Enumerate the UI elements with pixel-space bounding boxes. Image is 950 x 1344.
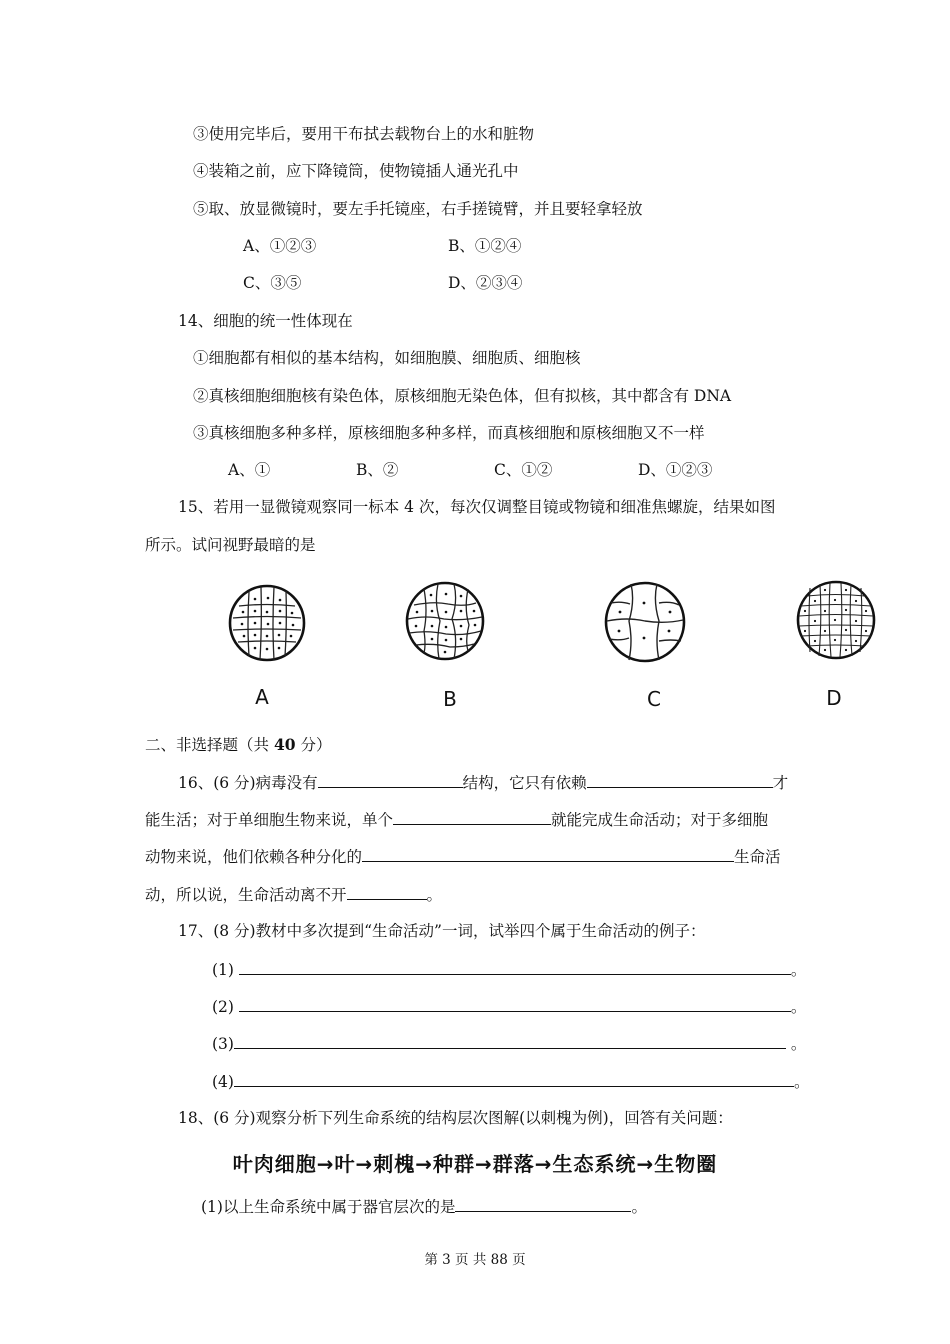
q14-option-d: D、①②③ [638,461,713,479]
q17-item-2: (2) 。 [212,998,807,1016]
q16-line-1: 16、(6 分)病毒没有 结构，它只有依赖 才 [178,774,789,792]
q14-option-c: C、①② [494,461,553,479]
q14-item-3: ③真核细胞多种多样，原核细胞多种多样，而真核细胞和原核细胞又不一样 [193,424,705,442]
answer-blank[interactable] [234,1033,786,1049]
q13-item-3: ③使用完毕后，要用干布拭去载物台上的水和脏物 [193,125,535,143]
q13-item-5: ⑤取、放显微镜时，要左手托镜座，右手搓镜臂，并且要轻拿轻放 [193,200,643,218]
q17-item-4: (4) 。 [212,1073,810,1091]
q13-option-c: C、③⑤ [243,274,302,292]
q14-stem: 14、细胞的统一性体现在 [178,312,353,330]
q16-line-4: 动，所以说，生命活动离不开 。 [145,886,443,904]
microscope-field-c [603,581,687,663]
answer-blank[interactable] [239,959,791,975]
q13-item-4: ④装箱之前，应下降镜筒，使物镜插人通光孔中 [193,162,519,180]
answer-blank[interactable] [318,772,463,788]
q18-stem: 18、(6 分)观察分析下列生命系统的结构层次图解(以刺槐为例)，回答有关问题： [178,1109,733,1127]
figure-label-a: A [255,685,269,709]
q14-option-b: B、② [356,461,399,479]
answer-blank[interactable] [362,846,734,862]
page-footer: 第 3 页 共 88 页 [424,1252,526,1268]
microscope-field-a [227,584,307,662]
answer-blank[interactable] [347,884,427,900]
answer-blank[interactable] [587,772,773,788]
microscope-field-b [404,581,486,661]
q13-option-d: D、②③④ [448,274,523,292]
q13-option-b: B、①②④ [448,237,522,255]
answer-blank[interactable] [234,1071,794,1087]
answer-blank[interactable] [455,1196,631,1212]
q14-option-a: A、① [228,461,271,479]
figure-label-b: B [443,687,457,711]
answer-blank[interactable] [393,809,551,825]
q13-option-a: A、①②③ [243,237,317,255]
life-system-hierarchy-chain: 叶肉细胞→叶→刺槐→种群→群落→生态系统→生物圈 [232,1152,718,1176]
q18-subquestion-1: (1)以上生命系统中属于器官层次的是 。 [201,1198,647,1216]
q15-line-1: 15、若用一显微镜观察同一标本 4 次，每次仅调整目镜或物镜和细准焦螺旋，结果如图 [178,498,776,516]
q17-stem: 17、(8 分)教材中多次提到“生命活动”一词，试举四个属于生命活动的例子： [178,922,706,940]
q14-item-2: ②真核细胞细胞核有染色体，原核细胞无染色体，但有拟核，其中都含有 DNA [193,387,732,405]
q16-line-2: 能生活；对于单细胞生物来说，单个 就能完成生命活动；对于多细胞 [145,811,769,829]
figure-label-c: C [647,687,661,711]
microscope-field-d [795,580,877,660]
section-2-heading: 二、非选择题（共 40 分） [145,735,332,754]
q17-item-3: (3) 。 [212,1035,807,1053]
q15-line-2: 所示。试问视野最暗的是 [145,536,316,554]
q14-item-1: ①细胞都有相似的基本结构，如细胞膜、细胞质、细胞核 [193,349,581,367]
answer-blank[interactable] [239,996,791,1012]
q16-line-3: 动物来说，他们依赖各种分化的 生命活 [145,848,781,866]
q17-item-1: (1) 。 [212,961,807,979]
figure-label-d: D [826,686,842,710]
